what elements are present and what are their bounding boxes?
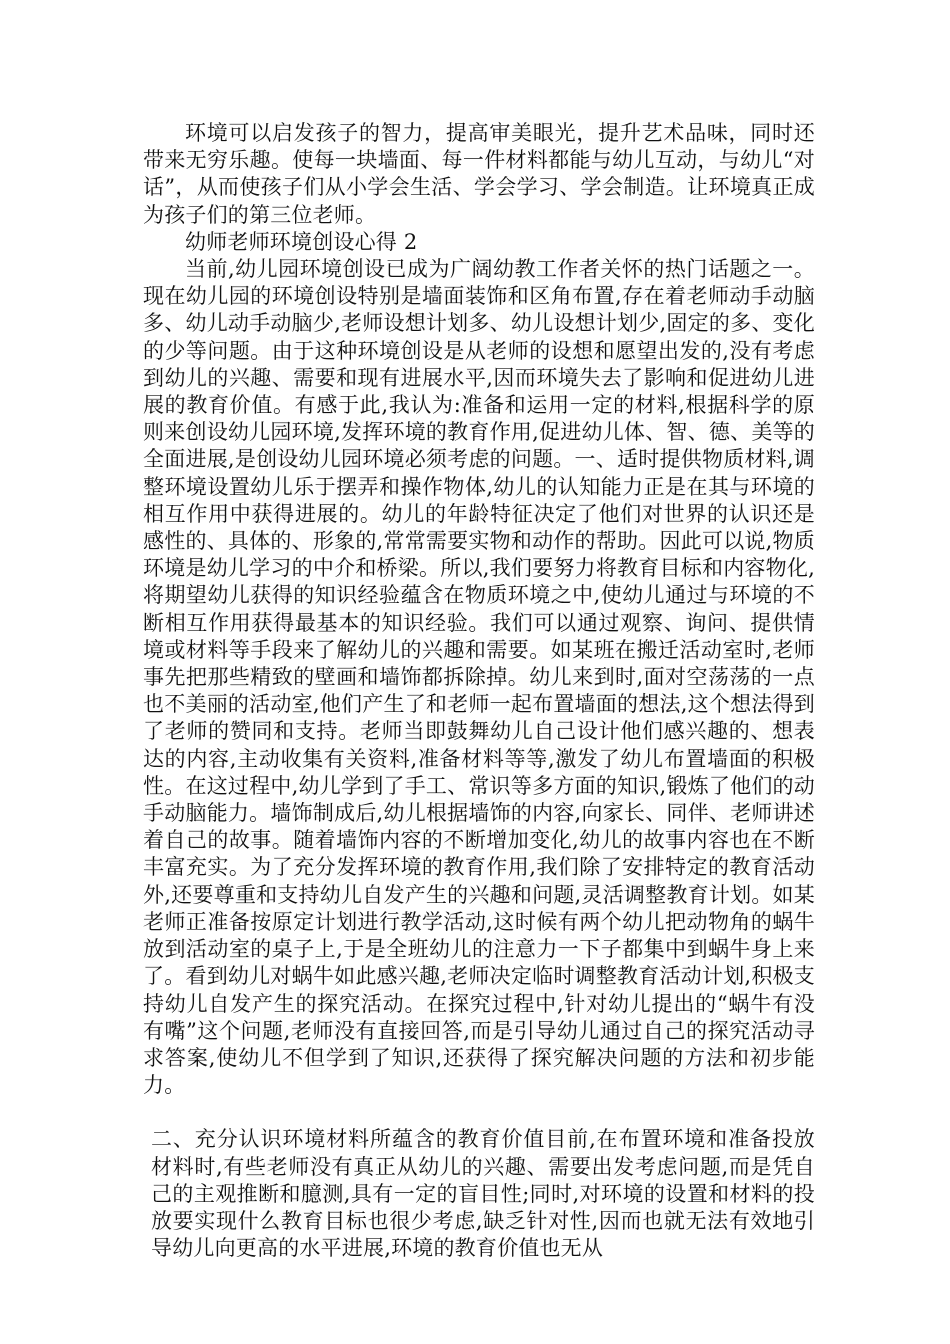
paragraph-environment-benefits: 环境可以启发孩子的智力，提高审美眼光，提升艺术品味，同时还带来无穷乐趣。使每一块墙面、每一件材料都能与幼儿互动，与幼儿“对话”，从而使孩子们从小学会生活、学会学习、学会制造。让环境真正成为孩子们的第三位老师。 xyxy=(143,121,815,227)
paragraph-environment-creation: 当前,幼儿园环境创设已成为广阔幼教工作者关怀的热门话题之一。现在幼儿园的环境创设特别是墙面装饰和区角布置,存在着老师动手动脑多、幼儿动手动脑少,老师设想计划多、幼儿设想计划少,固定的多、变化的少等问题。由于这种环境创设是从老师的设想和愿望出发的,没有考虑到幼儿的兴趣、需要和现有进展水平,因而环境失去了影响和促进幼儿进展的教育价值。有感于此,我认为:准备和运用一定的材料,根据科学的原则来创设幼儿园环境,发挥环境的教育作用,促进幼儿体、智、德、美等的全面进展,是创设幼儿园环境必须考虑的问题。一、适时提供物质材料,调整环境设置幼儿乐于摆弄和操作物体,幼儿的认知能力正是在其与环境的相互作用中获得进展的。幼儿的年龄特征决定了他们对世界的认识还是感性的、具体的、形象的,常常需要实物和动作的帮助。因此可以说,物质环境是幼儿学习的中介和桥梁。所以,我们要努力将教育目标和内容物化,将期望幼儿获得的知识经验蕴含在物质环境之中,使幼儿通过与环境的不断相互作用获得最基本的知识经验。我们可以通过观察、询问、提供情境或材料等手段来了解幼儿的兴趣和需要。如某班在搬迁活动室时,老师事先把那些精致的壁画和墙饰都拆除掉。幼儿来到时,面对空荡荡的一点也不美丽的活动室,他们产生了和老师一起布置墙面的想法,这个想法得到了老师的赞同和支持。老师当即鼓舞幼儿自己设计他们感兴趣的、想表达的内容,主动收集有关资料,准备材料等等,激发了幼儿布置墙面的积极性。在这过程中,幼儿学到了手工、常识等多方面的知识,锻炼了他们的动手动脑能力。墙饰制成后,幼儿根据墙饰的内容,向家长、同伴、老师讲述着自己的故事。随着墙饰内容的不断增加变化,幼儿的故事内容也在不断丰富充实。为了充分发挥环境的教育作用,我们除了安排特定的教育活动外,还要尊重和支持幼儿自发产生的兴趣和问题,灵活调整教育计划。如某老师正准备按原定计划进行教学活动,这时候有两个幼儿把动物角的蜗牛放到活动室的桌子上,于是全班幼儿的注意力一下子都集中到蜗牛身上来了。看到幼儿对蜗牛如此感兴趣,老师决定临时调整教育活动计划,积极支持幼儿自发产生的探究活动。在探究过程中,针对幼儿提出的“蜗牛有没有嘴”这个问题,老师没有直接回答,而是引导幼儿通过自己的探究活动寻求答案,使幼儿不但学到了知识,还获得了探究解决问题的方法和初步能力。 xyxy=(143,257,815,1098)
paragraph-material-value: 二、充分认识环境材料所蕴含的教育价值目前,在布置环境和准备投放材料时,有些老师没有真正从幼儿的兴趣、需要出发考虑问题,而是凭自己的主观推断和臆测,具有一定的盲目性;同时,对环境的设置和材料的投放要实现什么教育目标也很少考虑,缺乏针对性,因而也就无法有效地引导幼儿向更高的水平进展,环境的教育价值也无从 xyxy=(151,1127,815,1261)
section-heading: 幼师老师环境创设心得 2 xyxy=(185,229,418,254)
document-body xyxy=(143,120,815,1262)
paragraph-spacer xyxy=(143,1099,815,1126)
